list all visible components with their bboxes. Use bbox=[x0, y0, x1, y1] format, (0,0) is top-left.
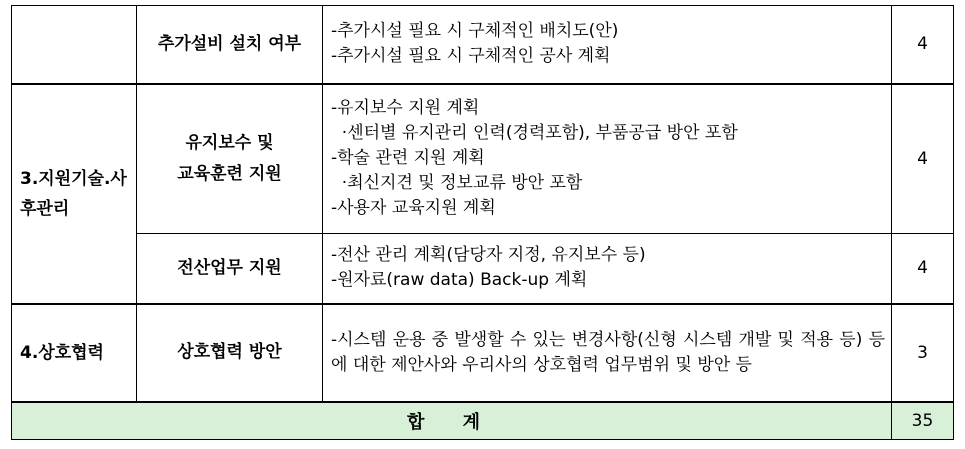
score-cell: 4 bbox=[892, 234, 954, 304]
evaluation-table bbox=[11, 5, 954, 440]
content-cell bbox=[323, 84, 892, 234]
content-paragraph: -시스템 운용 중 발생할 수 있는 변경사항(신형 시스템 개발 및 적용 등) 등에 대한 제안사와 우리사의 상호협력 업무범위 및 방안 등 bbox=[331, 329, 885, 375]
subcategory-cell: 전산업무 지원 bbox=[137, 234, 323, 304]
total-row bbox=[12, 402, 954, 440]
content-line: -사용자 교육지원 계획 bbox=[331, 198, 496, 219]
total-label: 합 계 bbox=[12, 402, 892, 440]
content-line: -유지보수 지원 계획 bbox=[331, 98, 480, 119]
content-line: ·센터별 유지관리 인력(경력포함), 부품공급 방안 포함 bbox=[331, 123, 738, 144]
subcategory-line: 유지보수 및 bbox=[185, 132, 274, 153]
subcategory-line: 교육훈련 지원 bbox=[177, 163, 282, 184]
content-cell bbox=[323, 304, 892, 402]
total-score: 35 bbox=[892, 402, 954, 440]
content-line: -원자료(raw data) Back-up 계획 bbox=[331, 270, 588, 291]
table-row bbox=[12, 84, 954, 234]
subcategory-cell bbox=[137, 84, 323, 234]
content-line: -추가시설 필요 시 구체적인 공사 계획 bbox=[331, 46, 611, 67]
content-cell bbox=[323, 6, 892, 84]
subcategory-cell: 추가설비 설치 여부 bbox=[137, 6, 323, 84]
table-row bbox=[12, 304, 954, 402]
content-line: -전산 관리 계획(담당자 지정, 유지보수 등) bbox=[331, 245, 646, 266]
subcategory-cell: 상호협력 방안 bbox=[137, 304, 323, 402]
score-cell: 3 bbox=[892, 304, 954, 402]
category-line: 후관리 bbox=[20, 198, 70, 219]
content-line: -추가시설 필요 시 구체적인 배치도(안) bbox=[331, 21, 619, 42]
score-cell: 4 bbox=[892, 6, 954, 84]
score-cell: 4 bbox=[892, 84, 954, 234]
content-line: ·최신지견 및 정보교류 방안 포함 bbox=[331, 173, 583, 194]
table-row bbox=[12, 6, 954, 84]
category-cell-empty bbox=[12, 6, 137, 84]
category-line: 3.지원기술.사 bbox=[20, 168, 127, 189]
content-cell bbox=[323, 234, 892, 304]
category-cell bbox=[12, 84, 137, 304]
category-cell: 4.상호협력 bbox=[12, 304, 137, 402]
table-row bbox=[12, 234, 954, 304]
content-line: -학술 관련 지원 계획 bbox=[331, 148, 485, 169]
